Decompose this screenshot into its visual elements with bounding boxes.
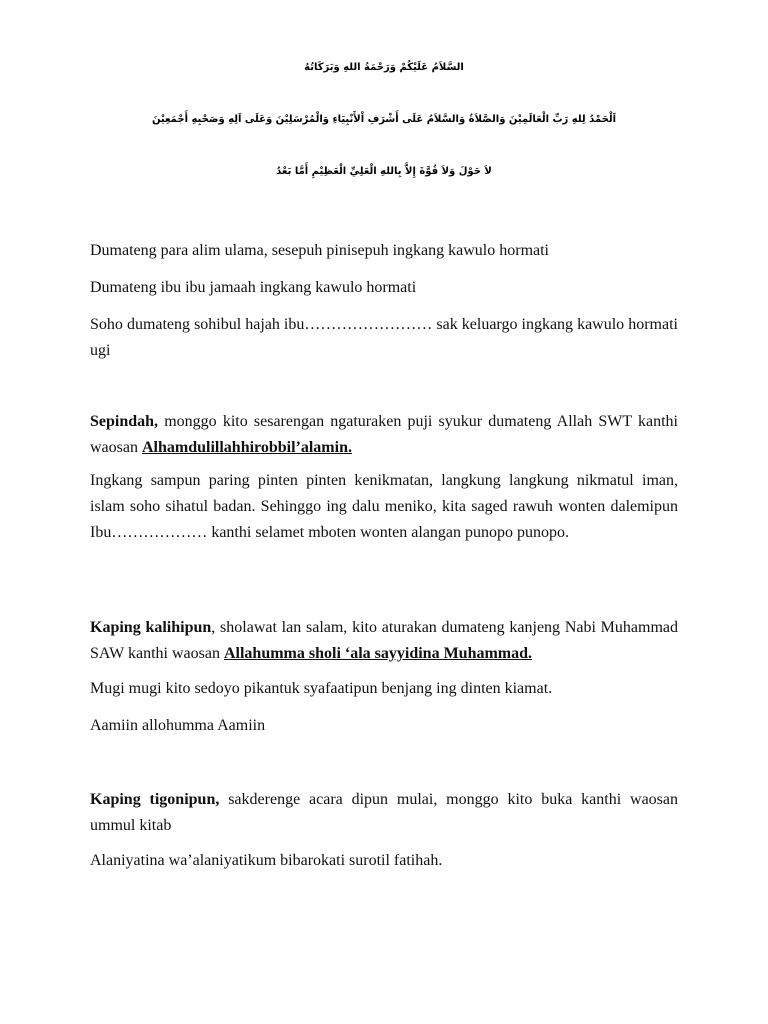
section2-paragraph-3: Aamiin allohumma Aamiin [90, 717, 266, 734]
section1-text: monggo kito sesarengan ngaturaken puji syukur dumateng Allah SWT kanthi waosan [90, 413, 678, 456]
greeting-ulama: Dumateng para alim ulama, sesepuh pinisepuh ingkang kawulo hormati [90, 242, 549, 259]
section2-emphasis: Allahumma sholi ‘ala sayyidina Muhammad. [223, 645, 533, 662]
section3-lead: Kaping tigonipun, [90, 791, 220, 808]
arabic-hamdalah-line: اَلْحَمْدُ لِلهِ رَبِّ الْعَالَمِيْنَ وَالصَّلاَةُ وَالسَّلاَمُ عَلَى أَشْرَفِ اْلأَنْبِيَاءِ وَالْمُرْسَلِيْنَ وَعَلَى اَلِهِ وَصَحْبِهِ أَجْمَعِيْنَ [151, 114, 617, 125]
arabic-hauqalah-line: لاَ حَوْلَ وَلاَ قُوَّةَ إِلاَّ بِاللهِ الْعَلِيِّ الْعَظِيْمِ أَمَّا بَعْدُ [276, 166, 492, 177]
section1-emphasis: Alhamdulillahhirobbil’alamin. [141, 439, 352, 456]
section1-paragraph-2: Ingkang sampun paring pinten pinten kenikmatan, langkung langkung nikmatul iman, islam soho sihatul badan. Sehinggo ing dalu meniko, kita saged rawuh wonten dalemipun Ibu……………… kanthi selamet mboten wonten alangan punopo punopo. [90, 472, 678, 541]
section2-text: , sholawat lan salam, kito aturakan dumateng kanjeng Nabi Muhammad SAW kanthi waosan [90, 619, 679, 662]
section3-text: sakderenge acara dipun mulai, monggo kito buka kanthi waosan ummul kitab [90, 791, 679, 834]
greeting-jamaah: Dumateng ibu ibu jamaah ingkang kawulo hormati [90, 279, 417, 296]
arabic-salam-line: السَّلاَمُ عَلَيْكُمْ وَرَحْمَةُ اللهِ وَبَرَكَاتُهُ [304, 62, 464, 73]
section2-paragraph [90, 615, 678, 667]
section3-paragraph-2: Alaniyatina wa’alaniyatikum bibarokati surotil fatihah. [90, 852, 443, 869]
greeting-sohibul-hajah: Soho dumateng sohibul hajah ibu…………………… sak keluargo ingkang kawulo hormati ugi [90, 316, 678, 359]
section2-paragraph-2: Mugi mugi kito sedoyo pikantuk syafaatipun benjang ing dinten kiamat. [90, 680, 553, 697]
section3-paragraph [90, 787, 678, 839]
section1-lead: Sepindah, [90, 413, 159, 430]
section2-lead: Kaping kalihipun [90, 619, 212, 636]
section1-paragraph [90, 409, 678, 461]
